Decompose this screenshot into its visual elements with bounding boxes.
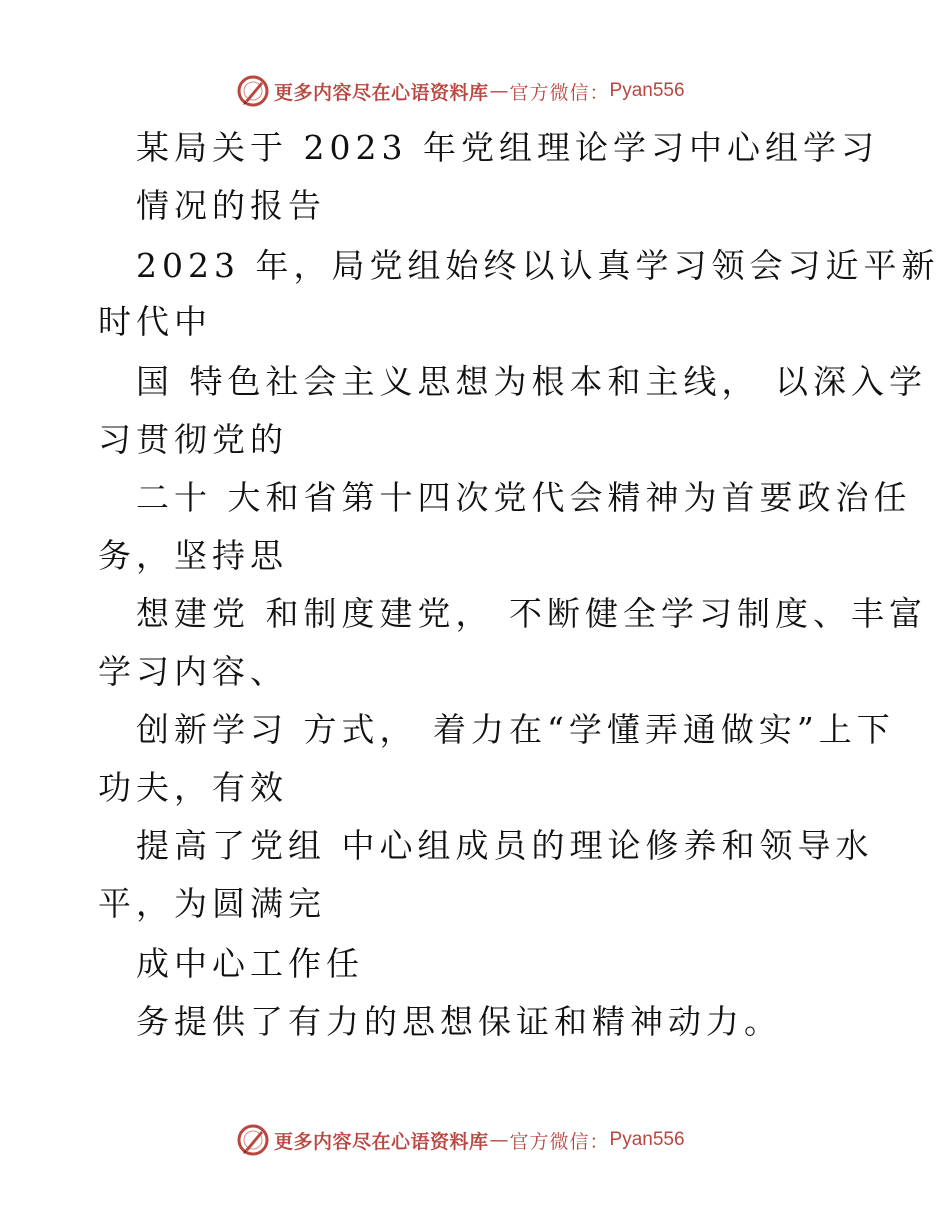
document-title-line-2: 情况的报告	[136, 186, 326, 225]
body-line: 提高了党组 中心组成员的理论修养和领导水	[136, 826, 874, 865]
body-line: 功夫，有效	[98, 768, 288, 807]
body-line: 务提供了有力的思想保证和精神动力。	[136, 1002, 782, 1041]
body-line: 成中心工作任	[136, 944, 364, 983]
footer-watermark	[236, 1123, 685, 1157]
body-line: 学习内容、	[98, 652, 288, 691]
watermark-wechat-label: 官方微信：	[509, 1130, 610, 1153]
body-line: 国 特色社会主义思想为根本和主线， 以深入学	[136, 362, 927, 401]
watermark-account: Pyan556	[609, 80, 685, 101]
body-line: 平，为圆满完	[98, 884, 326, 923]
body-line: 时代中	[98, 302, 212, 341]
watermark-site-text: 更多内容尽在心语资料库	[274, 81, 489, 104]
body-line: 务，坚持思	[98, 536, 288, 575]
document-title-line-1: 某局关于 2023 年党组理论学习中心组学习	[136, 128, 879, 167]
body-line: 二十 大和省第十四次党代会精神为首要政治任	[136, 478, 912, 517]
watermark-account: Pyan556	[609, 1129, 685, 1150]
body-line: 想建党 和制度建党， 不断健全学习制度、丰富	[136, 594, 927, 633]
body-line: 创新学习 方式， 着力在“学懂弄通做实”上下	[136, 710, 895, 749]
watermark-site-text: 更多内容尽在心语资料库	[274, 1130, 489, 1153]
watermark-separator: —	[489, 1129, 509, 1151]
quill-pen-logo-icon	[236, 1123, 270, 1157]
header-watermark	[236, 74, 685, 108]
watermark-separator: —	[489, 80, 509, 102]
watermark-wechat-label: 官方微信：	[509, 81, 610, 104]
body-line: 习贯彻党的	[98, 420, 288, 459]
body-line: 2023 年，局党组始终以认真学习领会习近平新	[136, 246, 940, 285]
quill-pen-logo-icon	[236, 74, 270, 108]
